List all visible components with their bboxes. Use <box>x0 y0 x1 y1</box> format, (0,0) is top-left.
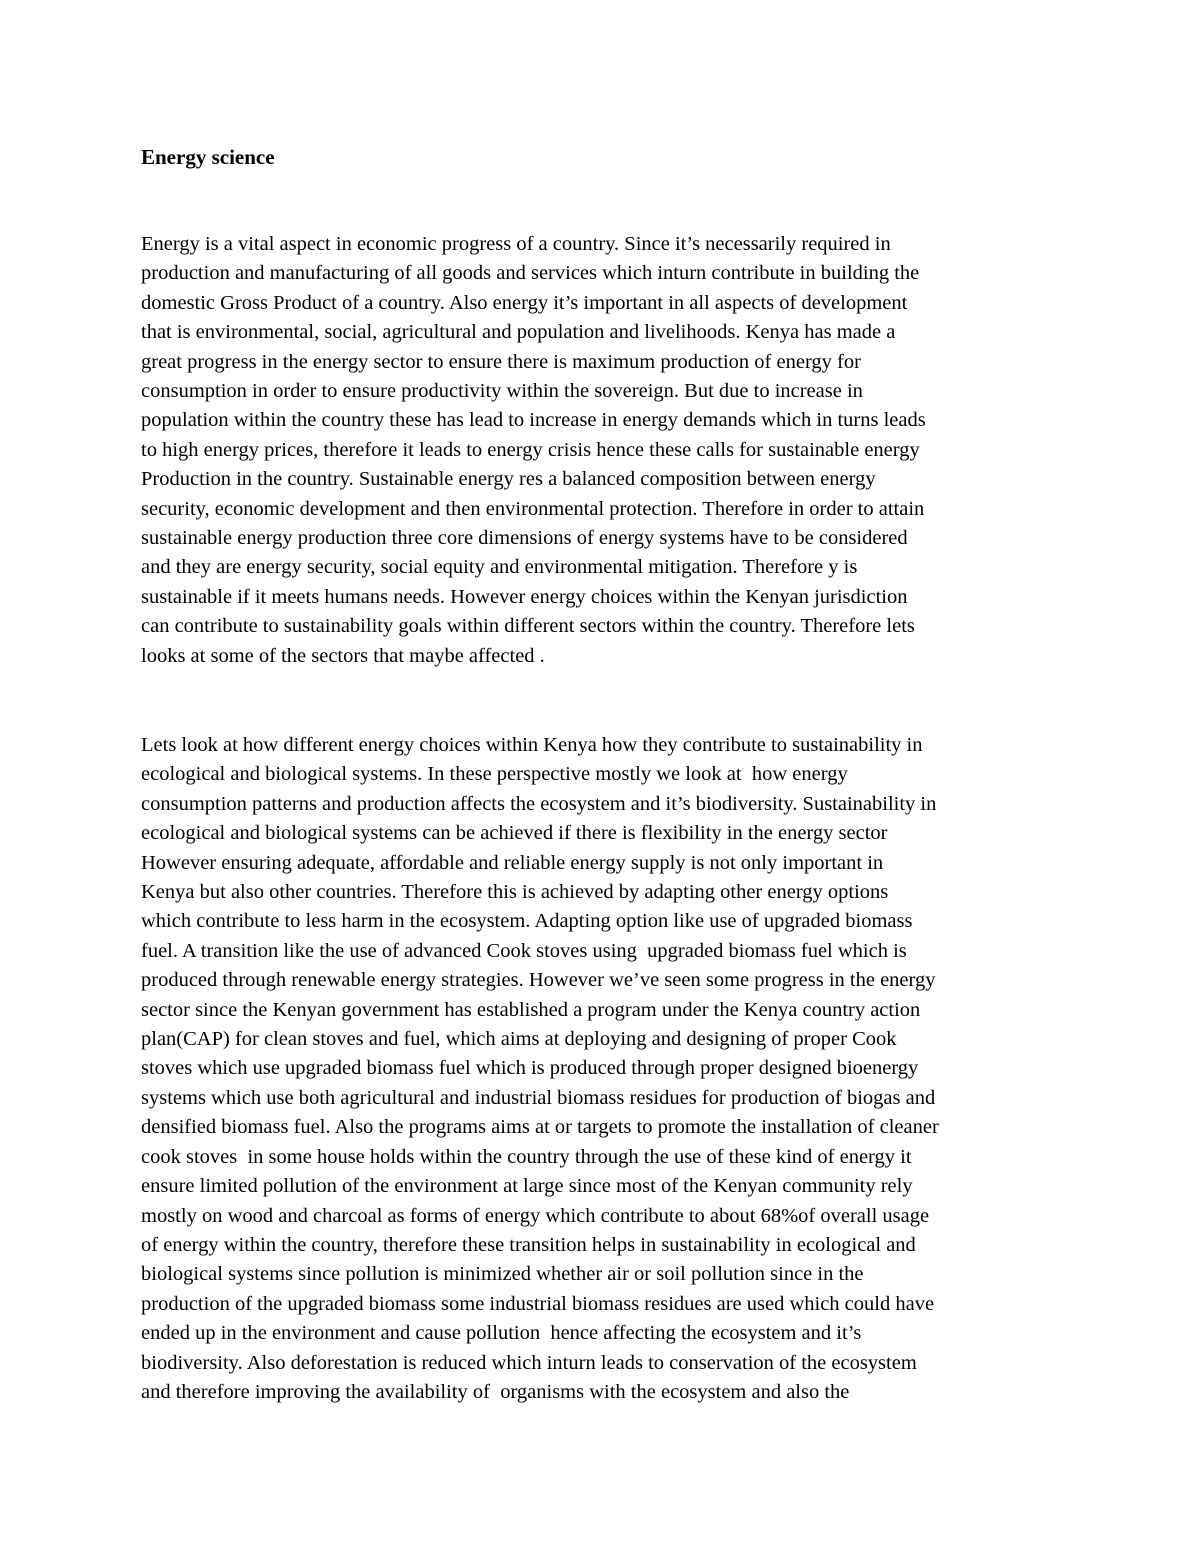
text-line: population within the country these has lead to increase in energy demands which in turns leads <box>141 409 926 432</box>
text-line: However ensuring adequate, affordable and reliable energy supply is not only important in <box>141 851 884 874</box>
text-line: looks at some of the sectors that maybe affected . <box>141 644 545 667</box>
text-line: production and manufacturing of all goods and services which inturn contribute in building the <box>141 262 920 285</box>
text-line: mostly on wood and charcoal as forms of energy which contribute to about 68%of overall usage <box>141 1204 930 1227</box>
text-line: which contribute to less harm in the ecosystem. Adapting option like use of upgraded biomass <box>141 910 913 933</box>
text-line: and they are energy security, social equity and environmental mitigation. Therefore y is <box>141 556 858 579</box>
paragraph-ecological-systems <box>141 731 939 1407</box>
document-title: Energy science <box>141 145 275 169</box>
text-line: produced through renewable energy strategies. However we’ve seen some progress in the energy <box>141 969 936 992</box>
text-line: ecological and biological systems can be achieved if there is flexibility in the energy sector <box>141 822 888 845</box>
text-line: consumption in order to ensure productivity within the sovereign. But due to increase in <box>141 380 863 403</box>
text-line: Energy is a vital aspect in economic progress of a country. Since it’s necessarily required in <box>141 233 891 255</box>
text-line: that is environmental, social, agricultural and population and livelihoods. Kenya has made a <box>141 321 896 344</box>
text-line: security, economic development and then environmental protection. Therefore in order to attain <box>141 497 925 520</box>
text-line: sustainable if it meets humans needs. However energy choices within the Kenyan jurisdiction <box>141 585 908 608</box>
text-line: sustainable energy production three core dimensions of energy systems have to be considered <box>141 527 908 550</box>
text-line: domestic Gross Product of a country. Also energy it’s important in all aspects of development <box>141 291 908 314</box>
text-line: Production in the country. Sustainable energy res a balanced composition between energy <box>141 468 876 491</box>
text-line: plan(CAP) for clean stoves and fuel, which aims at deploying and designing of proper Cook <box>141 1028 897 1051</box>
text-line: to high energy prices, therefore it leads to energy crisis hence these calls for sustainable energy <box>141 438 920 461</box>
text-line: and therefore improving the availability of organisms with the ecosystem and also the <box>141 1380 850 1403</box>
text-line: ended up in the environment and cause pollution hence affecting the ecosystem and it’s <box>141 1322 862 1345</box>
text-line: densified biomass fuel. Also the programs aims at or targets to promote the installation of cleaner <box>141 1116 939 1139</box>
text-line: Kenya but also other countries. Therefore this is achieved by adapting other energy options <box>141 881 889 904</box>
paragraph-intro <box>141 230 926 671</box>
text-line: great progress in the energy sector to ensure there is maximum production of energy for <box>141 350 861 373</box>
text-line: ecological and biological systems. In these perspective mostly we look at how energy <box>141 763 848 786</box>
text-line: ensure limited pollution of the environment at large since most of the Kenyan community rely <box>141 1175 913 1198</box>
text-line: stoves which use upgraded biomass fuel which is produced through proper designed bioenergy <box>141 1057 919 1080</box>
text-line: production of the upgraded biomass some industrial biomass residues are used which could have <box>141 1292 935 1315</box>
text-line: fuel. A transition like the use of advanced Cook stoves using upgraded biomass fuel which is <box>141 939 907 962</box>
text-line: cook stoves in some house holds within the country through the use of these kind of energy it <box>141 1145 912 1168</box>
text-line: systems which use both agricultural and industrial biomass residues for production of biogas and <box>141 1086 936 1109</box>
text-line: biological systems since pollution is minimized whether air or soil pollution since in the <box>141 1263 864 1286</box>
text-line: sector since the Kenyan government has established a program under the Kenya country action <box>141 998 921 1021</box>
text-line: of energy within the country, therefore these transition helps in sustainability in ecological and <box>141 1233 916 1256</box>
text-line: can contribute to sustainability goals within different sectors within the country. Therefore lets <box>141 615 915 638</box>
text-line: biodiversity. Also deforestation is reduced which inturn leads to conservation of the ecosystem <box>141 1351 917 1374</box>
text-line: consumption patterns and production affects the ecosystem and it’s biodiversity. Sustainability in <box>141 792 937 815</box>
text-line: Lets look at how different energy choices within Kenya how they contribute to sustainability in <box>141 734 923 756</box>
